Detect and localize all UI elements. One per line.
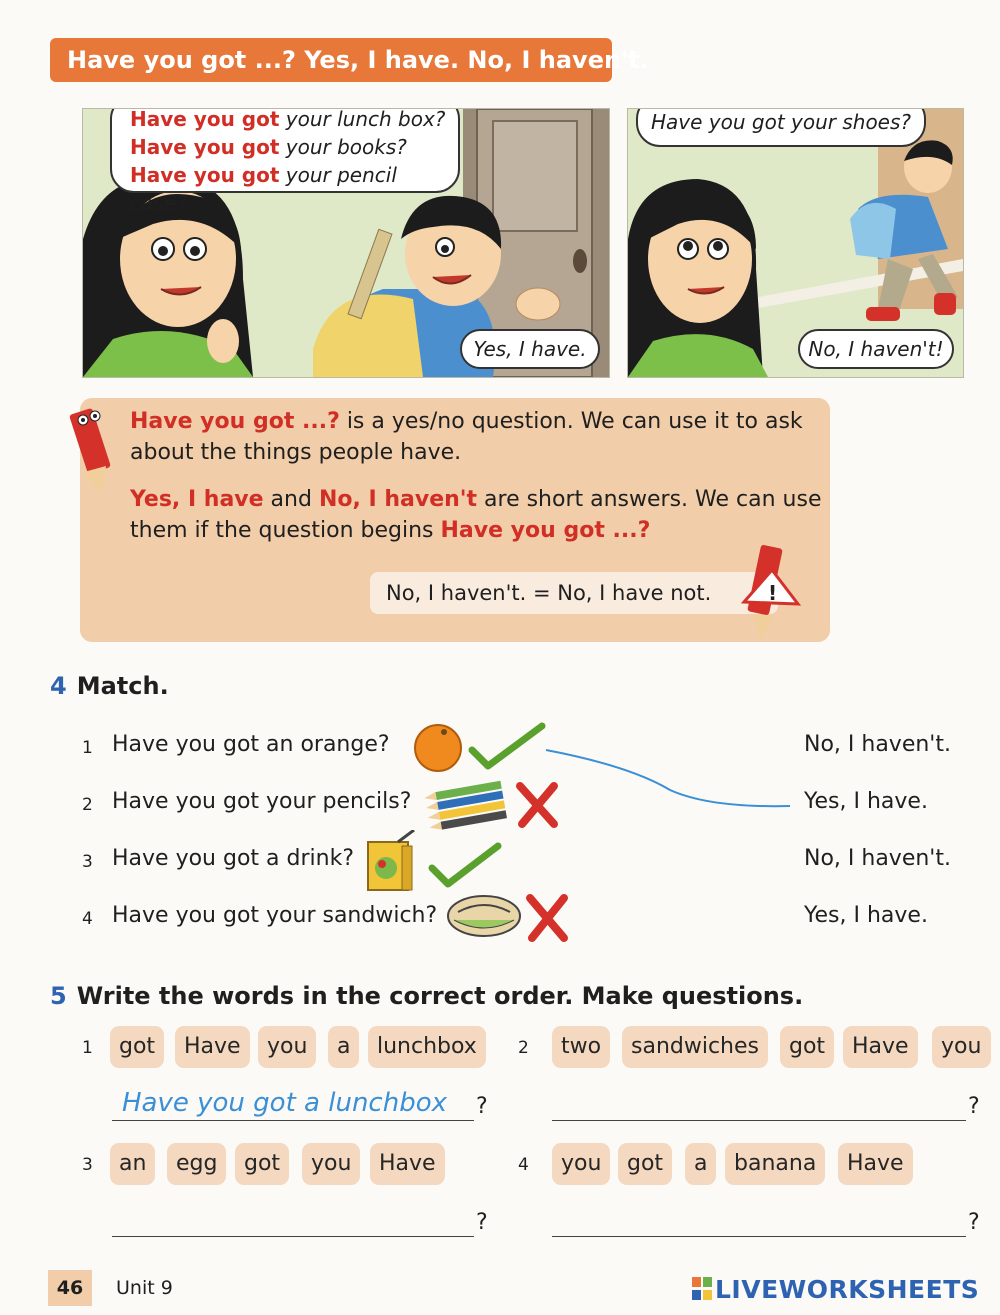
item-number: 2	[518, 1038, 529, 1058]
warning-pencil-mascot-icon	[732, 540, 812, 645]
question-mark: ?	[476, 1094, 488, 1119]
bubble-line-1: Have you got your lunch box?	[130, 108, 446, 131]
svg-text:!: !	[768, 581, 778, 605]
match-answer[interactable]: No, I haven't.	[804, 846, 951, 871]
word-tile: got	[618, 1143, 672, 1185]
answer-line-3[interactable]	[112, 1236, 474, 1237]
word-tile: a	[685, 1143, 716, 1185]
speech-bubble-boy-reply-2: No, I haven't!	[798, 329, 954, 369]
word-tile: a	[328, 1026, 359, 1068]
speech-bubble-mother-2: Have you got your shoes?	[636, 108, 926, 147]
match-question: Have you got an orange?	[112, 732, 390, 757]
word-tile: lunchbox	[368, 1026, 486, 1068]
tick-mark-icon	[466, 720, 546, 770]
match-question: Have you got a drink?	[112, 846, 354, 871]
match-question: Have you got your pencils?	[112, 789, 412, 814]
match-line[interactable]	[540, 740, 800, 816]
word-tile: two	[552, 1026, 610, 1068]
question-mark: ?	[968, 1210, 980, 1235]
unit-label: Unit 9	[116, 1277, 173, 1299]
pencil-mascot-icon	[66, 398, 116, 498]
sandwich-icon	[444, 890, 524, 942]
word-tile: Have	[843, 1026, 918, 1068]
orange-icon	[412, 718, 468, 774]
question-mark: ?	[476, 1210, 488, 1235]
match-question-number: 2	[82, 795, 93, 815]
grammar-paragraph-1: Have you got ...? is a yes/no question. We can use it to ask about the things people have.	[130, 409, 803, 465]
match-answer[interactable]: No, I haven't.	[804, 732, 951, 757]
match-answer[interactable]: Yes, I have.	[804, 789, 928, 814]
comic-panel-1	[82, 108, 610, 378]
bubble-line-3: Have you got your pencil case?	[130, 163, 397, 215]
match-question-number: 3	[82, 852, 93, 872]
word-tile: sandwiches	[622, 1026, 768, 1068]
grammar-paragraph-2: Yes, I have and No, I haven't are short answers. We can use them if the question begins Have you got ...?	[130, 487, 822, 543]
item-number: 1	[82, 1038, 93, 1058]
grammar-note-box	[80, 398, 830, 642]
word-tile: an	[110, 1143, 155, 1185]
speech-bubble-mother	[110, 108, 460, 215]
juice-box-icon	[362, 830, 424, 894]
word-tile: egg	[167, 1143, 226, 1185]
exercise-4-heading: 4 Match.	[50, 672, 169, 700]
page-number: 46	[48, 1270, 92, 1306]
word-tile: Have	[838, 1143, 913, 1185]
item-number: 3	[82, 1155, 93, 1175]
tick-mark-icon	[426, 840, 502, 890]
match-answer[interactable]: Yes, I have.	[804, 903, 928, 928]
match-question: Have you got your sandwich?	[112, 903, 438, 928]
word-tile: Have	[175, 1026, 250, 1068]
word-tile: you	[302, 1143, 360, 1185]
word-tile: you	[932, 1026, 991, 1068]
answer-line	[112, 1120, 474, 1121]
question-mark: ?	[968, 1094, 980, 1119]
liveworksheets-logo-icon	[692, 1277, 712, 1301]
match-question-number: 4	[82, 909, 93, 929]
contraction-note: No, I haven't. = No, I have not.	[370, 572, 778, 614]
word-tile: got	[235, 1143, 289, 1185]
speech-bubble-boy-reply: Yes, I have.	[460, 329, 600, 369]
title-banner: Have you got ...? Yes, I have. No, I haven't.	[50, 38, 612, 82]
word-tile: Have	[370, 1143, 445, 1185]
pencils-icon	[424, 776, 520, 832]
bubble-line-2: Have you got your books?	[130, 135, 407, 159]
answer-input-1[interactable]: Have you got a lunchbox	[122, 1088, 447, 1118]
match-question-number: 1	[82, 738, 93, 758]
item-number: 4	[518, 1155, 529, 1175]
exercise-5-heading: 5 Write the words in the correct order. Make questions.	[50, 982, 804, 1010]
word-tile: got	[780, 1026, 834, 1068]
word-tile: banana	[725, 1143, 825, 1185]
answer-line-2[interactable]	[552, 1120, 966, 1121]
cross-mark-icon	[524, 892, 570, 944]
answer-line-4[interactable]	[552, 1236, 966, 1237]
liveworksheets-logo-text: LIVEWORKSHEETS	[715, 1274, 980, 1304]
liveworksheets-logo	[692, 1272, 979, 1306]
word-tile: you	[552, 1143, 610, 1185]
comic-panel-2	[627, 108, 964, 378]
word-tile: got	[110, 1026, 164, 1068]
word-tile: you	[258, 1026, 316, 1068]
